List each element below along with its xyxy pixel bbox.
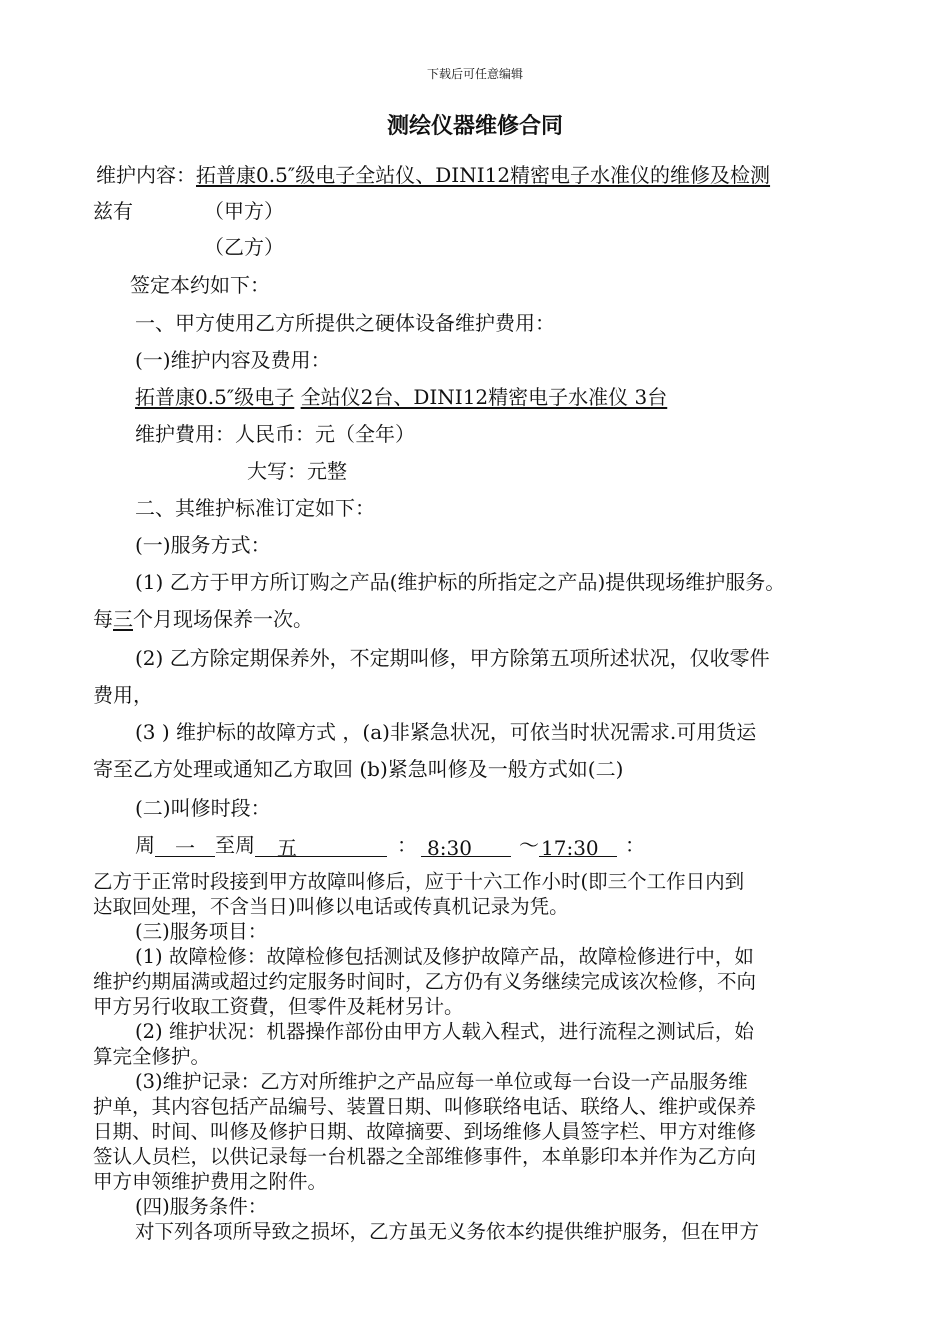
item-1-suffix: 个月现场保养一次。 [133,607,313,631]
item-3-line-b: 寄至乙方处理或通知乙方取回 (b)紧急叫修及一般方式如(二) [93,757,624,781]
section-2-heading: 二、其维护标准订定如下： [135,496,375,520]
call-period-heading: (二)叫修时段： [135,796,271,820]
item-1-prefix: 每 [93,607,113,631]
item-1-line-a: (1) 乙方于甲方所订购之产品(维护标的所指定之产品)提供现场维护服务。 [135,570,786,594]
agreement-line: 签定本约如下： [130,273,270,297]
item-2-line-b: 费用， [93,683,153,707]
schedule-week-label: 周 [135,833,155,857]
service-mode-heading: (一)服务方式： [135,533,271,557]
parties-intro: 兹有 [93,199,133,223]
schedule-tilde: ～ [519,833,539,857]
response-line-b: 达取回处理，不含当日)叫修以电话或传真机记录为凭。 [93,895,569,918]
fee-line: 维护費用：人民币：元（全年） [135,422,415,446]
schedule-line [135,833,645,860]
maintenance-prefix: 维护内容： [96,163,196,187]
fee-caps-line: 大写：元整 [247,459,347,483]
party-b-label: （乙方） [204,235,284,259]
schedule-day-to: 五 [255,836,387,857]
service-item-1-line-c: 甲方另行收取工资費，但零件及耗材另计。 [93,995,464,1018]
section-1-sub-heading: (一)维护内容及费用： [135,348,331,372]
party-a-label: （甲方） [204,199,284,223]
service-item-3-line-d: 签认人员栏，以供记录每一台机器之全部维修事件，本单影印本并作为乙方向 [93,1145,757,1168]
conditions-heading: (四)服务条件： [135,1195,268,1218]
service-item-3-line-e: 甲方申领维护费用之附件。 [93,1170,328,1193]
header-note: 下载后可任意编辑 [426,67,523,81]
schedule-colon-1: ： [397,833,417,857]
section-1-heading: 一、甲方使用乙方所提供之硬体设备维护费用： [135,311,555,335]
schedule-day-from: 一 [155,836,215,857]
schedule-time-to: 17:30 [539,836,617,857]
maintenance-line [96,163,770,187]
conditions-line-a: 对下列各项所导致之损坏，乙方虽无义务依本约提供维护服务，但在甲方 [135,1220,760,1243]
item-1-interval: 三 [113,607,133,631]
schedule-time-from: 8:30 [421,836,511,857]
maintenance-content: 拓普康0.5″级电子全站仪、DINI12精密电子水准仪的维修及检测 [196,163,771,187]
service-item-3-line-a: (3)维护记录：乙方对所维护之产品应每一单位或每一台设一产品服务维 [135,1070,748,1093]
schedule-to-label: 至周 [215,833,255,857]
service-item-1-line-b: 维护约期届满或超过约定服务时间时，乙方仍有义务继续完成该次检修，不向 [93,970,757,993]
service-item-3-line-c: 日期、时间、叫修及修护日期、故障摘要、到场维修人員签字栏、甲方对维修 [93,1120,757,1143]
item-1-line-b [93,607,313,631]
schedule-colon-2: ： [625,833,645,857]
service-item-2-line-b: 算完全修护。 [93,1045,211,1068]
equipment-part-b: 全站仪2台、DINI12精密电子水准仪 3台 [300,385,668,409]
service-item-2-line-a: (2) 维护状况：机器操作部份由甲方人载入程式，进行流程之测试后，始 [135,1020,754,1043]
document-title: 测绘仪器维修合同 [386,114,563,139]
equipment-line [135,385,667,409]
service-items-heading: (三)服务项目： [135,920,268,943]
service-item-1-line-a: (1) 故障检修：故障检修包括测试及修护故障产品，故障检修进行中，如 [135,945,754,968]
response-line-a: 乙方于正常时段接到甲方故障叫修后，应于十六工作小时(即三个工作日内到 [93,870,745,893]
service-item-3-line-b: 护单，其内容包括产品编号、装置日期、叫修联络电话、联络人、维护或保养 [93,1095,757,1118]
item-2-line-a: (2) 乙方除定期保养外，不定期叫修，甲方除第五项所述状况，仅收零件 [135,646,770,670]
equipment-part-a: 拓普康0.5″级电子 [135,385,295,409]
item-3-line-a: (3 ) 维护标的故障方式 ，(a)非紧急状况，可依当时状况需求.可用货运 [135,720,757,744]
